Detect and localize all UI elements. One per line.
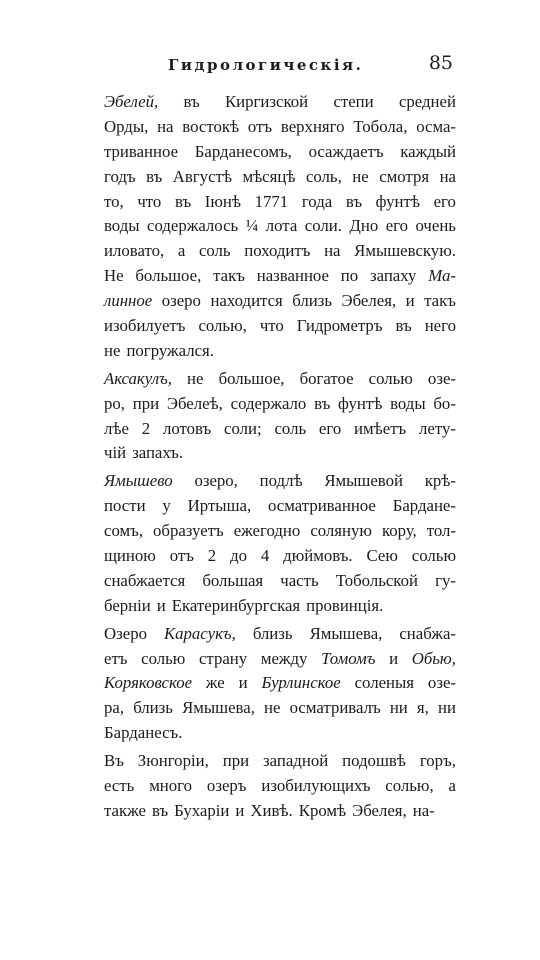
word: что [137,191,162,211]
word: солью, [198,316,247,336]
text-line [104,441,456,466]
word: Обью, [411,648,456,668]
word: не [264,698,281,718]
word: солью [411,546,456,566]
word: снабжается [104,570,186,590]
word: бо- [433,393,456,413]
word: по [340,266,359,286]
word: кору, [381,521,417,541]
text-line [104,544,456,569]
word: лѣе [104,418,129,438]
word: Эбелея, [341,291,397,311]
word: етъ [104,648,128,668]
word: образуетъ [153,521,224,541]
word: Карасукъ, [163,623,236,643]
text-line [104,696,456,721]
text-line [104,392,456,417]
word: и [389,648,399,668]
text-line [104,671,456,696]
word: осаждаетъ [308,141,384,161]
text-line [104,264,456,289]
word: что [259,316,284,336]
text-line [104,214,456,239]
word: Ямышевскую. [354,241,456,261]
word: Тобола, [353,116,408,136]
paragraph [104,622,456,746]
word: близь [252,623,293,643]
word: Ямышево [104,471,173,491]
word: Киргизской [224,92,309,111]
text-line [104,339,456,364]
word: 2 [141,418,151,438]
word: провинція. [306,595,384,615]
word: ни [389,698,408,718]
word: солью [141,648,186,668]
word: подошвѣ [342,751,406,771]
word: между [260,648,308,668]
word: ра, [104,698,125,718]
word: фунтѣ [338,393,383,413]
word: Аксакулъ, [104,368,172,388]
paragraph [104,469,456,618]
word: западной [263,751,329,771]
text-line [104,239,456,264]
word: Ямышева, [182,698,255,718]
word: Орды, [104,116,149,136]
word: фунтѣ [375,191,420,211]
word: сомъ, [104,521,144,541]
word: на- [412,800,435,820]
word: дюймовъ. [283,546,353,566]
word: озе- [427,673,456,693]
word: Дно [349,216,379,236]
text-line [104,494,456,519]
word: и [235,800,245,820]
paragraph [104,749,456,824]
word: соли; [224,418,262,438]
word: находится [210,291,283,311]
word: я, [416,698,429,718]
word: въ [151,800,169,820]
word: запахъ. [132,443,184,463]
word: очень [415,216,456,236]
word: средней [398,92,456,111]
word: крѣ- [424,471,456,491]
word: запаху [369,266,417,286]
word: такъ [213,266,245,286]
word: осматривалъ [289,698,381,718]
word: мѣсяцѣ [242,166,296,186]
text-line [104,622,456,647]
word: въ [345,191,363,211]
word: Хивѣ. [250,800,293,820]
word: его [385,216,408,236]
word: большое, [135,266,202,286]
text-line [104,367,456,392]
text-line [104,469,456,494]
word: Барданесъ. [104,723,183,743]
word: большая [202,570,264,590]
word: при [222,751,250,771]
page-number: 85 [428,52,453,74]
word: Эбелея, [352,800,407,820]
text-line [104,165,456,190]
word: смотря [379,166,430,186]
word: Екатеринбургская [171,595,301,615]
word: Ямышевой [324,471,403,491]
word: Тобольской [335,570,418,590]
word: то, [104,191,124,211]
word: и [156,595,166,615]
word: 4 [260,546,270,566]
word: линное [104,291,153,311]
word: воды [104,216,140,236]
word: соленыя [354,673,415,693]
word: его [318,418,342,438]
page-header [98,52,463,80]
word: берніи [104,595,151,615]
word: Эбелей, [104,92,159,111]
text-line [104,594,456,619]
word: Іюнѣ [204,191,241,211]
word: на [324,241,341,261]
text-line [104,569,456,594]
word: изобилуетъ [104,316,186,336]
word: близь [133,698,173,718]
word: въ [395,316,412,336]
word: много [149,776,193,796]
text-line [104,519,456,544]
word: близь [292,291,333,311]
word: отъ [247,116,273,136]
word: лота [265,216,298,236]
word: имѣетъ [354,418,407,438]
word: иловато, [104,241,165,261]
text-line [104,799,456,824]
text-line [104,90,456,115]
word: степи [333,92,374,111]
word: озеръ [206,776,247,796]
word: на [157,116,174,136]
word: Августѣ [172,166,232,186]
word: Въ [104,751,124,771]
word: Томомъ [321,648,376,668]
word: содержалось [147,216,239,236]
word: ежегодно [233,521,301,541]
word: Не [104,266,124,286]
text-line [104,647,456,672]
word: и [238,673,248,693]
word: Барданесомъ, [194,141,292,161]
paragraph [104,90,456,364]
word: соляную [310,521,372,541]
word: лету- [419,418,456,438]
text-line [104,314,456,339]
word: Бурлинское [261,673,341,693]
word: 1771 [254,191,289,211]
word: содержало [230,393,307,413]
text-line [104,115,456,140]
word: ро, [104,393,125,413]
word: 2 [207,546,217,566]
word: Ма- [428,266,456,286]
word: снабжа- [399,623,456,643]
word: горъ, [419,751,456,771]
word: Коряковское [104,673,193,693]
paragraph [104,367,456,467]
text-line [104,190,456,215]
word: каждый [400,141,456,161]
word: соль [274,418,307,438]
word: щиною [104,546,156,566]
word: страну [198,648,248,668]
word: на [439,166,456,186]
word: осма- [416,116,456,136]
word: воды [390,393,426,413]
word: озеро, [194,471,238,491]
word: годъ [104,166,136,186]
word: ни [437,698,456,718]
word: Кромѣ [298,800,347,820]
word: Озеро [104,623,147,643]
word: соль [198,241,231,261]
text-line [104,140,456,165]
word: не [104,340,121,360]
word: при [132,393,160,413]
word: востокѣ [182,116,240,136]
word: подлѣ [259,471,303,491]
body-text [104,90,456,824]
word: Сею [366,546,398,566]
word: его [433,191,456,211]
word: соль, [305,166,342,186]
word: Гидрометръ [296,316,383,336]
text-line [104,417,456,442]
word: пости [104,496,146,516]
word: верхняго [280,116,345,136]
word: названное [256,266,329,286]
word: озеро [161,291,201,311]
text-line [104,774,456,799]
word: осматриванное [268,496,376,516]
word: Бухаріи [174,800,230,820]
word: тол- [426,521,456,541]
word: гу- [435,570,456,590]
word: не [187,368,204,388]
word: ¼ [245,216,259,236]
word: Эбелеѣ, [166,393,223,413]
running-title: Гидрологическія. [168,56,364,74]
word: а [448,776,456,796]
word: богатое [299,368,354,388]
word: въ [183,92,200,111]
word: Иртыша, [187,496,252,516]
word: не [352,166,369,186]
word: въ [314,393,331,413]
word: же [205,673,225,693]
word: также [104,800,146,820]
word: большое, [218,368,285,388]
word: въ [174,191,192,211]
word: у [162,496,171,516]
word: солью [368,368,413,388]
word: погружался. [126,340,214,360]
word: чій [104,443,127,463]
text-line [104,721,456,746]
word: Зюнгоріи, [137,751,209,771]
word: соли. [304,216,342,236]
word: походитъ [244,241,311,261]
word: него [424,316,456,336]
word: и [405,291,415,311]
word: до [230,546,247,566]
text-line [104,749,456,774]
word: часть [280,570,319,590]
word: въ [146,166,163,186]
word: года [301,191,333,211]
text-line [104,289,456,314]
word: триванное [104,141,179,161]
word: озе- [427,368,456,388]
word: Ямышева, [309,623,383,643]
word: а [177,241,186,261]
word: есть [104,776,135,796]
word: лотовъ [162,418,212,438]
word: такъ [424,291,456,311]
word: отъ [169,546,194,566]
word: изобилующихъ [261,776,371,796]
word: солью, [385,776,434,796]
word: Бардане- [392,496,456,516]
